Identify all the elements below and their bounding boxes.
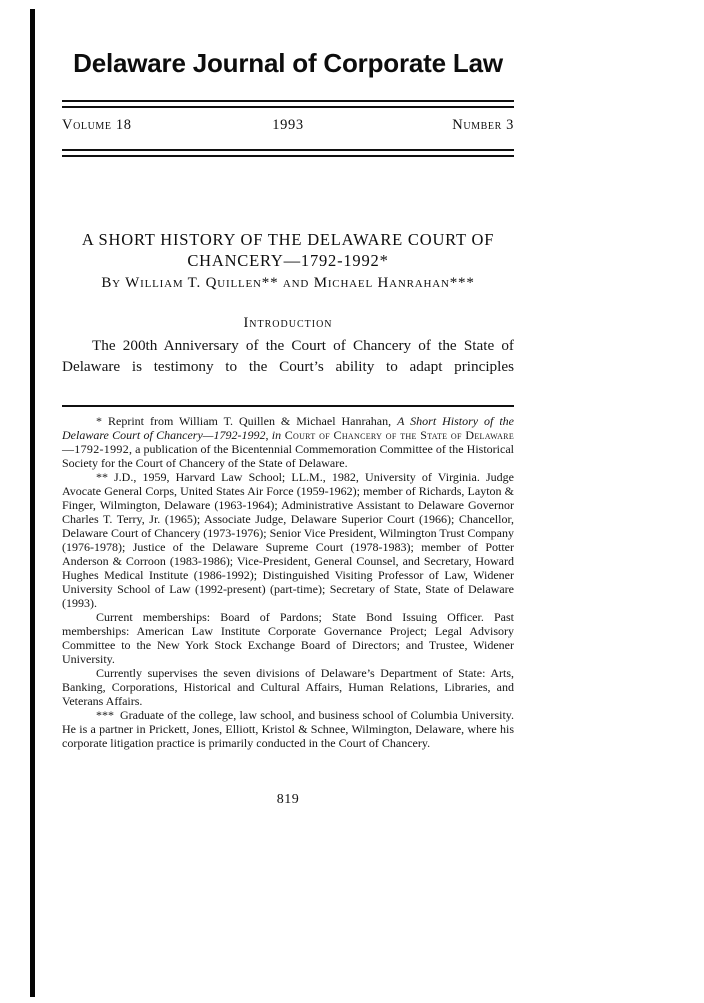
footnote-quillen-bio [62,470,514,610]
masthead-rule-bottom [62,149,514,157]
text-run: Court of Chancery of the State of Delaware—1792-1992 [62,428,515,456]
scan-gutter-line [30,9,35,997]
text-run: * Reprint from William T. Quillen & Michael Hanrahan, [96,414,398,428]
article-title-line2: CHANCERY—1792-1992* [187,251,389,270]
footnote-separator-rule [62,405,514,407]
masthead-rule-top [62,100,514,108]
page-number: 819 [276,792,300,807]
text-run: Currently supervises the seven divisions of Delaware’s Department of State: Arts, Banking, Corporations, Historical and Cultural Affairs, Human Relations, Libraries, and Veterans Affairs. [62,666,514,708]
issue-number: Number 3 [452,117,514,133]
footnote-hanrahan-bio [62,708,514,750]
text-run: *** Graduate of the college, law school, and business school of Columbia University. He is a partner in Prickett, Jones, Elliott, Kristol & Schnee, Wilmington, Delaware, where his corporate litigation practice is primarily conducted in the Court of Chancery. [62,708,514,750]
footnote-reprint [62,414,514,470]
section-heading-introduction: Introduction [243,315,333,331]
masthead-row [62,117,514,134]
text-run: A Short History of the Delaware Court of Chancery—1792-1992 [62,414,514,442]
text-run: Current memberships: Board of Pardons; State Bond Issuing Officer. Past memberships: American Law Institute Corporate Governance Project; Legal Advisory Committee to the New York Stock Exchange Board of Directors; and Trustee, Widener University. [62,610,514,666]
text-run: , a publication of the Bicentennial Commemoration Committee of the Historical Society for the Court of Chancery of the State of Delaware. [62,442,514,470]
text-run: in [271,428,282,442]
article-title-line1: A SHORT HISTORY OF THE DELAWARE COURT OF [81,230,495,249]
text-run: ** J.D., 1959, Harvard Law School; LL.M., 1982, University of Virginia. Judge Avocate General Corps, United States Air Force (1959-1962); member of Richards, Layton & Finger, Wilmington, Delaware (1963-1964); Administrative Assistant to Delaware Governor Charles T. Terry, Jr. (1965); Associate Judge, Delaware Superior Court (1966); Chancellor, Delaware Court of Chancery (1973-1976); Senior Vice President, Wilmington Trust Company (1976-1978); Justice of the Delaware Supreme Court (1978-1983); member of Potter Anderson & Corroon (1983-1986); Vice-President, General Counsel, and Secretary, Howard Hughes Medical Institute (1986-1992); Distinguished Visiting Professor of Law, Widener University School of Law (1992-present) (part-time); Secretary of State, State of Delaware (1993). [62,470,514,610]
article-title [62,229,514,271]
article-byline: By William T. Quillen** and Michael Hanrahan*** [101,275,475,291]
text-run: , [265,428,272,442]
footnote-quillen-supervises [62,666,514,708]
journal-title: Delaware Journal of Corporate Law [73,48,503,78]
opening-paragraph: The 200th Anniversary of the Court of Chancery of the State of Delaware is testimony to the Court’s ability to adapt principles [62,337,514,375]
footnotes-block [62,414,514,750]
issue-year: 1993 [272,117,304,133]
volume-label: Volume 18 [62,117,132,133]
footnote-quillen-memberships [62,610,514,666]
